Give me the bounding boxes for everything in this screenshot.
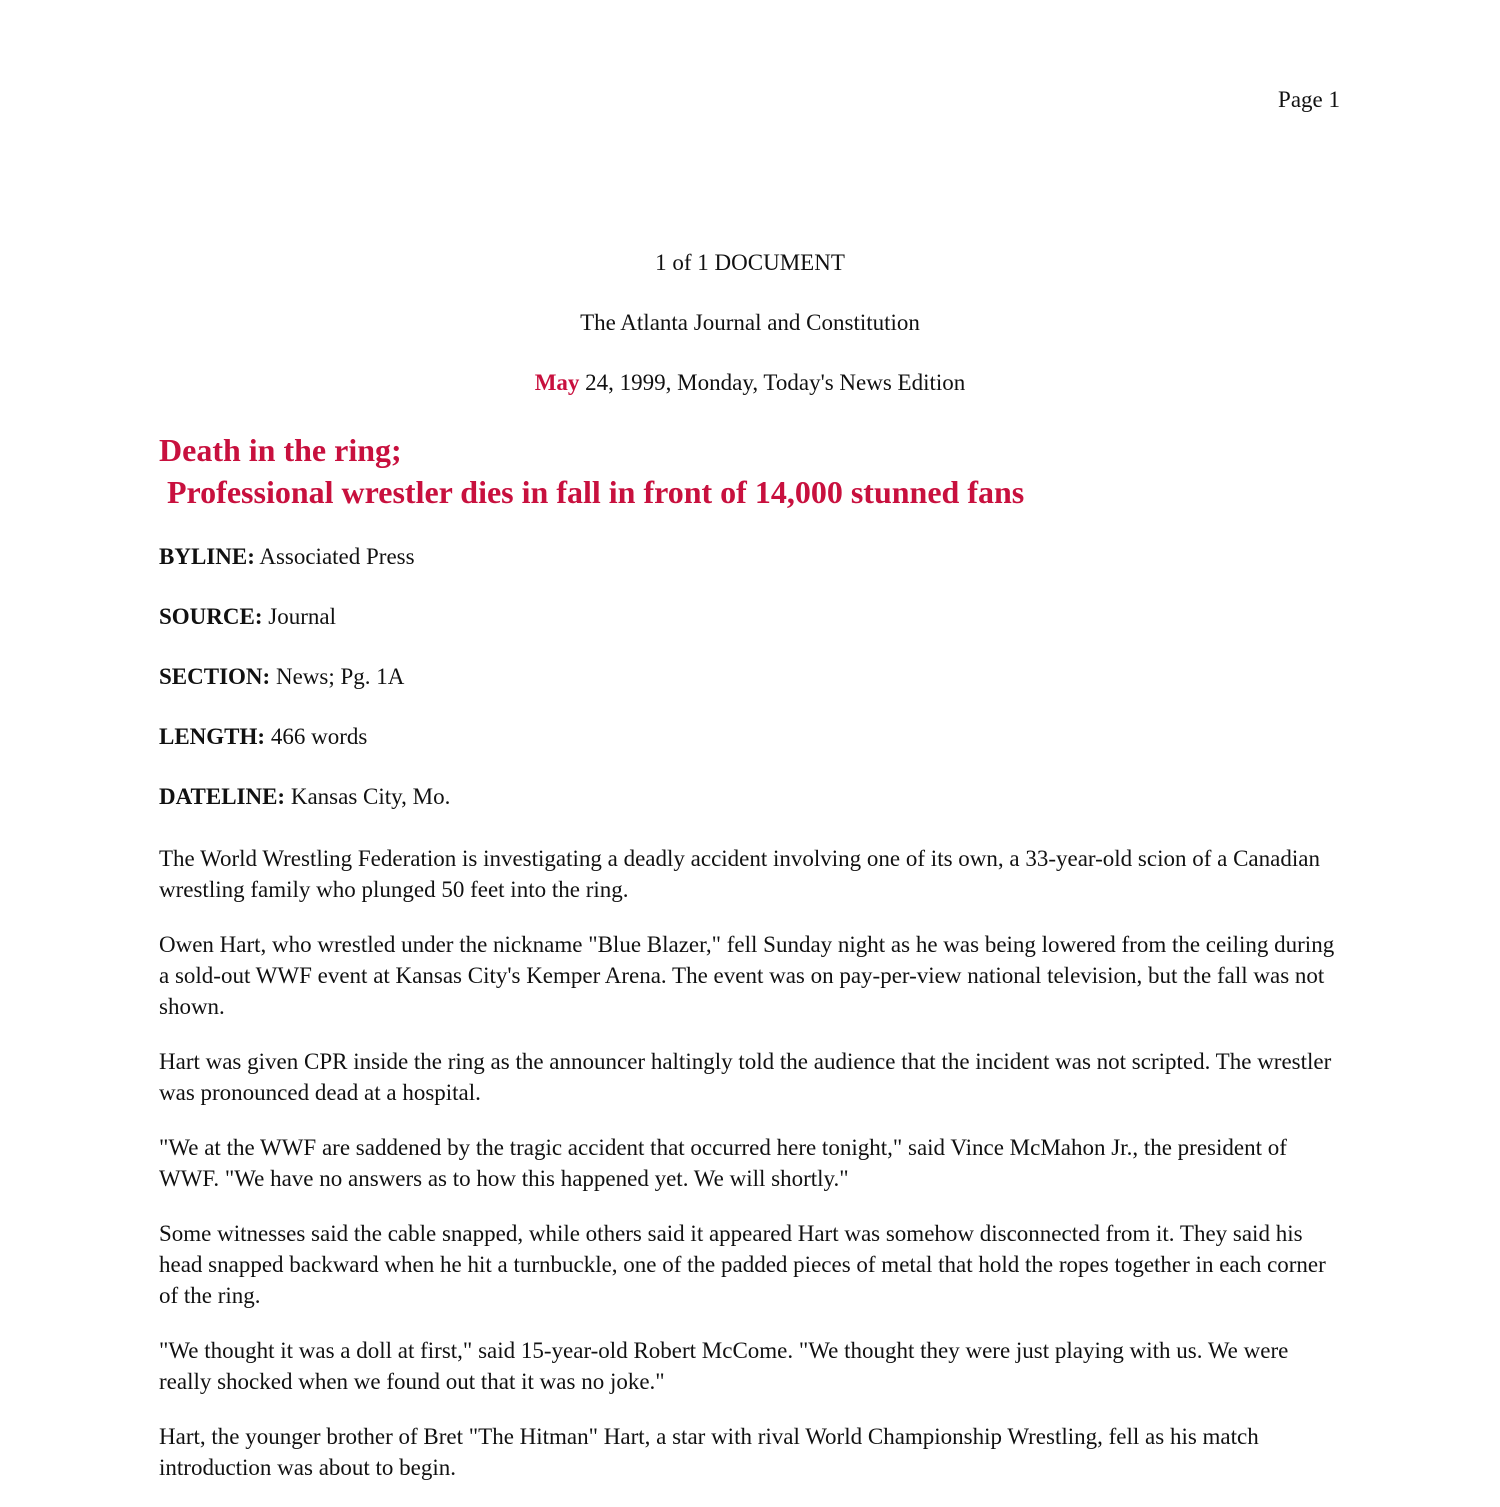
body-paragraph: Hart was given CPR inside the ring as the announcer haltingly told the audience that the incident was not scripted. The wrestler was pronounced dead at a hospital. bbox=[159, 1049, 1332, 1105]
source-value: Journal bbox=[262, 604, 336, 629]
length-value: 466 words bbox=[265, 724, 368, 749]
body-paragraph: Some witnesses said the cable snapped, while others said it appeared Hart was somehow disconnected from it. They said his head snapped backward when he hit a turnbuckle, one of the padded pieces of metal that hold the ropes together in each corner of the ring. bbox=[159, 1221, 1326, 1308]
meta-length bbox=[159, 723, 367, 751]
page-number: Page 1 bbox=[1278, 87, 1340, 112]
body-paragraph: The World Wrestling Federation is investigating a deadly accident involving one of its own, a 33-year-old scion of a Canadian wrestling family who plunged 50 feet into the ring. bbox=[159, 846, 1320, 902]
date-rest: 24, 1999, Monday, Today's News Edition bbox=[579, 370, 966, 395]
document-count: 1 of 1 DOCUMENT bbox=[655, 250, 845, 275]
article-body bbox=[159, 843, 1344, 1507]
byline-value: Associated Press bbox=[254, 544, 415, 569]
dateline-value: Kansas City, Mo. bbox=[285, 784, 451, 809]
body-paragraph: "We at the WWF are saddened by the tragic accident that occurred here tonight," said Vince McMahon Jr., the president of WWF. "We have no answers as to how this happened yet. We will shortly." bbox=[159, 1135, 1287, 1191]
body-paragraph: Owen Hart, who wrestled under the nickname "Blue Blazer," fell Sunday night as he was being lowered from the ceiling during a sold-out WWF event at Kansas City's Kemper Arena. The event was on pay-per-view national television, but the fall was not shown. bbox=[159, 932, 1335, 1019]
dateline-label: DATELINE: bbox=[159, 784, 286, 809]
body-paragraph: "We thought it was a doll at first," said 15-year-old Robert McCome. "We thought they were just playing with us. We were really shocked when we found out that it was no joke." bbox=[159, 1338, 1289, 1394]
byline-label: BYLINE: bbox=[159, 544, 255, 569]
length-label: LENGTH: bbox=[159, 724, 266, 749]
meta-source bbox=[159, 603, 336, 631]
date-month-highlight: May bbox=[534, 370, 580, 395]
body-paragraph: Hart, the younger brother of Bret "The Hitman" Hart, a star with rival World Championship Wrestling, fell as his match introduction was about to begin. bbox=[159, 1424, 1259, 1480]
meta-byline bbox=[159, 543, 415, 571]
headline-line-2: Professional wrestler dies in fall in front of 14,000 stunned fans bbox=[167, 474, 1025, 510]
source-label: SOURCE: bbox=[159, 604, 263, 629]
headline bbox=[159, 429, 1359, 513]
publication-date bbox=[0, 369, 1500, 397]
section-value: News; Pg. 1A bbox=[270, 664, 405, 689]
section-label: SECTION: bbox=[159, 664, 271, 689]
meta-section bbox=[159, 663, 404, 691]
headline-line-1: Death in the ring; bbox=[159, 432, 402, 468]
meta-dateline bbox=[159, 783, 450, 811]
publication-name: The Atlanta Journal and Constitution bbox=[580, 310, 920, 335]
